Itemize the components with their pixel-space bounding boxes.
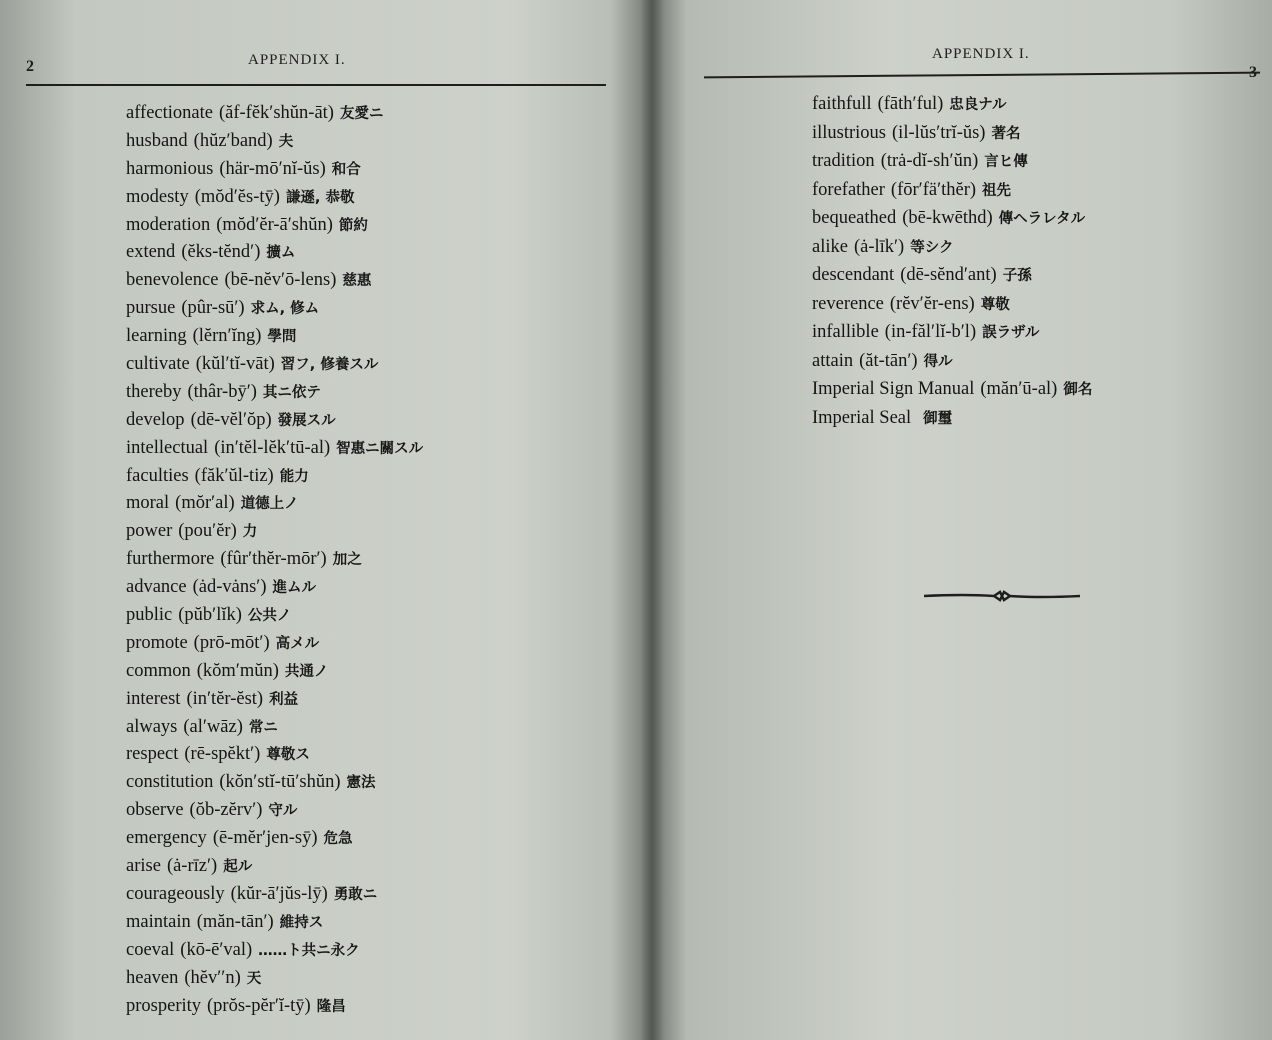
vocabulary-entry [126,128,423,156]
pronunciation: (bē-kwēthd) [902,208,993,228]
japanese-gloss: 尊敬ス [266,747,310,764]
japanese-gloss: 道德上ノ [240,496,299,513]
japanese-gloss: 高メル [275,635,320,652]
vocabulary-entry [126,993,423,1021]
headword: promote [126,632,188,653]
vocabulary-entry [126,825,423,853]
vocabulary-entry [812,90,1092,119]
headword: intellectual [126,437,209,458]
japanese-gloss: 御璽 [923,410,953,427]
japanese-gloss: 學問 [267,329,297,346]
vocabulary-entry [126,435,423,463]
headword: common [126,660,191,681]
headword: attain [812,350,854,371]
headword: respect [126,744,179,765]
japanese-gloss: 利益 [269,691,299,708]
japanese-gloss: 危急 [323,831,353,848]
pronunciation: (prŏs-pĕr′ĭ-tȳ) [207,995,311,1016]
vocabulary-entry [812,404,1092,433]
japanese-gloss: 御名 [1063,382,1093,398]
vocabulary-entry [126,658,423,686]
pronunciation: (kŏn′stĭ-tū′shŭn) [219,772,341,793]
vocabulary-entry [126,909,423,937]
vocabulary-entry [126,463,423,491]
vocabulary-entry [126,714,423,742]
vocabulary-entry [126,407,423,435]
japanese-gloss: 常ニ [248,719,278,736]
pronunciation: (lĕrn′ĭng) [192,326,262,347]
header-rule [704,72,1260,79]
headword: Imperial Seal [812,407,912,428]
headword: public [126,605,173,626]
pronunciation: (mŏd′ĕs-tȳ) [194,186,280,207]
vocabulary-entry [812,176,1092,205]
vocabulary-entry [126,295,423,323]
japanese-gloss: 勇敢ニ [333,886,378,903]
japanese-gloss: 等シク [910,239,954,256]
pronunciation: (măn′ū-al) [980,379,1058,399]
japanese-gloss: 天 [246,970,262,987]
japanese-gloss: 其ニ依テ [262,384,321,401]
headword: observe [126,800,184,821]
pronunciation: (dē-sĕnd′ant) [900,265,997,285]
vocabulary-entry [126,574,423,602]
pronunciation: (măn-tān′) [196,911,274,932]
vocabulary-list [812,90,1092,432]
pronunciation: (kŭl′tĭ-vāt) [195,354,275,375]
headword: descendant [812,265,895,285]
headword: forefather [812,179,885,200]
pronunciation: (ŏb-zĕrv′) [189,800,263,821]
pronunciation: (făk′ŭl-tiz) [194,465,274,486]
vocabulary-entry [812,204,1092,233]
headword: faculties [126,465,189,486]
headword: coeval [126,939,175,960]
pronunciation: (kŏm′mŭn) [196,660,279,681]
japanese-gloss: 祖先 [982,182,1012,199]
headword: harmonious [126,158,214,179]
running-head: APPENDIX I. [932,46,1030,62]
japanese-gloss: 公共ノ [247,608,292,625]
pronunciation: (fûr′thĕr-mōr′) [220,549,327,570]
page-number: 2 [26,58,34,75]
japanese-gloss: 忠良ナル [949,97,1007,113]
japanese-gloss: 子孫 [1002,268,1032,284]
japanese-gloss: 傳ヘラレタル [998,211,1086,227]
japanese-gloss: 發展スル [277,412,336,429]
bleed-through-text [792,540,827,578]
headword: moral [126,493,170,514]
headword: interest [126,688,181,709]
vocabulary-entry [812,375,1092,404]
vocabulary-entry [126,797,423,825]
pronunciation: (ē-mĕr′jen-sȳ) [212,828,318,849]
vocabulary-entry [812,347,1092,376]
vocabulary-entry [126,156,423,184]
headword: power [126,521,173,542]
headword: reverence [812,293,884,314]
vocabulary-entry [812,290,1092,319]
headword: furthermore [126,549,215,570]
pronunciation: (prō-mōt′) [193,632,270,653]
pronunciation: (ăf-fĕk′shŭn-āt) [218,103,334,123]
pronunciation: (rĕv′ĕr-ens) [889,293,975,314]
vocabulary-entry [812,318,1092,347]
headword: courageously [126,883,225,904]
headword: develop [126,409,185,430]
headword: constitution [126,772,214,793]
pronunciation: (il-lŭs′trĭ-ŭs) [892,122,986,143]
vocabulary-entry [126,323,423,351]
headword: thereby [126,381,182,402]
pronunciation: (här-mō′nĭ-ŭs) [219,158,326,179]
vocabulary-entry [126,351,423,379]
headword: modesty [126,186,189,207]
pronunciation: (hĕv′′n) [184,967,241,988]
headword: extend [126,242,176,263]
vocabulary-entry [126,379,423,407]
headword: maintain [126,911,191,932]
japanese-gloss: 和合 [331,161,361,178]
japanese-gloss: 得ル [923,353,953,370]
japanese-gloss: 友愛ニ [339,106,384,122]
japanese-gloss: 習フ, 修養スル [280,357,379,374]
right-page [652,0,1272,1040]
vocabulary-entry [812,147,1092,176]
vocabulary-entry [126,881,423,909]
section-end-ornament [924,588,1080,604]
pronunciation: (ăt-tān′) [859,350,918,371]
headword: learning [126,326,187,347]
pronunciation: (trȧ-dĭ-sh′ŭn) [880,151,979,171]
vocabulary-entry [126,267,423,295]
vocabulary-entry [126,212,423,240]
pronunciation: (al′wāz) [183,716,243,737]
headword: benevolence [126,270,219,291]
japanese-gloss: 誤ラザル [982,325,1040,341]
vocabulary-entry [126,100,423,128]
pronunciation: (rē-spĕkt′) [184,744,261,765]
pronunciation: (in-făl′lĭ-b′l) [884,322,977,342]
headword: illustrious [812,122,887,143]
headword: emergency [126,828,207,849]
headword: affectionate [126,103,213,123]
headword: pursue [126,298,176,319]
japanese-gloss: 守ル [268,803,298,820]
vocabulary-entry [812,261,1092,290]
japanese-gloss: 尊敬 [980,296,1010,313]
headword: Imperial Sign Manual [812,379,975,399]
headword: infallible [812,322,879,342]
vocabulary-entry [126,965,423,993]
japanese-gloss: 憲法 [346,775,376,792]
pronunciation: (mŏd′ĕr-ā′shŭn) [216,214,333,235]
headword: alike [812,236,848,257]
japanese-gloss: 能力 [279,468,309,485]
headword: faithfull [812,94,872,114]
japanese-gloss: 節約 [338,217,368,234]
japanese-gloss: 維持ス [279,914,324,931]
pronunciation: (kŭr-ā′jŭs-lȳ) [230,883,328,904]
japanese-gloss: 謙遜, 恭敬 [285,189,355,206]
pronunciation: (ĕks-tĕnd′) [181,242,261,263]
japanese-gloss: 夫 [278,133,294,150]
japanese-gloss: 共通ノ [284,663,329,680]
running-head: APPENDIX I. [248,52,346,68]
headword: cultivate [126,354,190,375]
japanese-gloss: 著名 [991,125,1021,142]
japanese-gloss: 起ル [223,859,253,876]
headword: husband [126,130,188,151]
vocabulary-entry [126,741,423,769]
pronunciation: (bē-nĕv′ō-lens) [224,270,337,291]
vocabulary-entry [126,518,423,546]
headword: moderation [126,214,211,235]
vocabulary-entry [126,853,423,881]
vocabulary-entry [126,490,423,518]
japanese-gloss: 擴ム [266,245,296,262]
pronunciation: (fōr′fä′thĕr) [890,179,977,200]
pronunciation: (pŭb′lĭk) [178,605,242,626]
headword: tradition [812,151,875,171]
headword: prosperity [126,995,202,1016]
japanese-gloss: 力 [242,524,258,541]
vocabulary-entry [126,239,423,267]
headword: advance [126,577,187,598]
japanese-gloss: 求ム, 修ム [250,301,320,318]
japanese-gloss: 加之 [332,552,362,569]
vocabulary-entry [126,769,423,797]
headword: bequeathed [812,208,897,228]
pronunciation: (ȧ-rīz′) [166,856,218,877]
pronunciation: (thâr-bȳ′) [187,381,257,402]
japanese-gloss: ……ト共ニ永ク [258,942,360,959]
vocabulary-entry [126,937,423,965]
vocabulary-entry [126,546,423,574]
headword: always [126,716,178,737]
vocabulary-entry [126,630,423,658]
japanese-gloss: 言ヒ傳 [984,154,1028,170]
pronunciation: (dē-vĕl′ŏp) [190,409,272,430]
pronunciation: (ȧd-vȧns′) [192,577,267,598]
pronunciation: (ȧ-līk′) [853,236,905,257]
vocabulary-entry [126,686,423,714]
japanese-gloss: 智惠ニ關スル [336,440,424,457]
japanese-gloss: 隆昌 [316,998,346,1015]
japanese-gloss: 慈惠 [342,273,372,290]
pronunciation: (pûr-sū′) [181,298,245,319]
pronunciation: (kō-ē′val) [180,939,253,960]
headword: heaven [126,967,179,988]
headword: arise [126,856,161,877]
pronunciation: (hŭz′band) [193,130,273,151]
vocabulary-list [126,100,423,1020]
japanese-gloss: 進ムル [272,580,317,597]
pronunciation: (pou′ĕr) [178,521,237,542]
header-rule [26,84,606,86]
vocabulary-entry [126,602,423,630]
pronunciation: (mŏr′al) [175,493,235,514]
vocabulary-entry [126,184,423,212]
vocabulary-entry [812,233,1092,262]
vocabulary-entry [812,119,1092,148]
pronunciation: (in′tĕl-lĕk′tū-al) [214,437,331,458]
pronunciation: (in′tĕr-ĕst) [186,688,264,709]
pronunciation: (fāth′ful) [877,94,944,114]
